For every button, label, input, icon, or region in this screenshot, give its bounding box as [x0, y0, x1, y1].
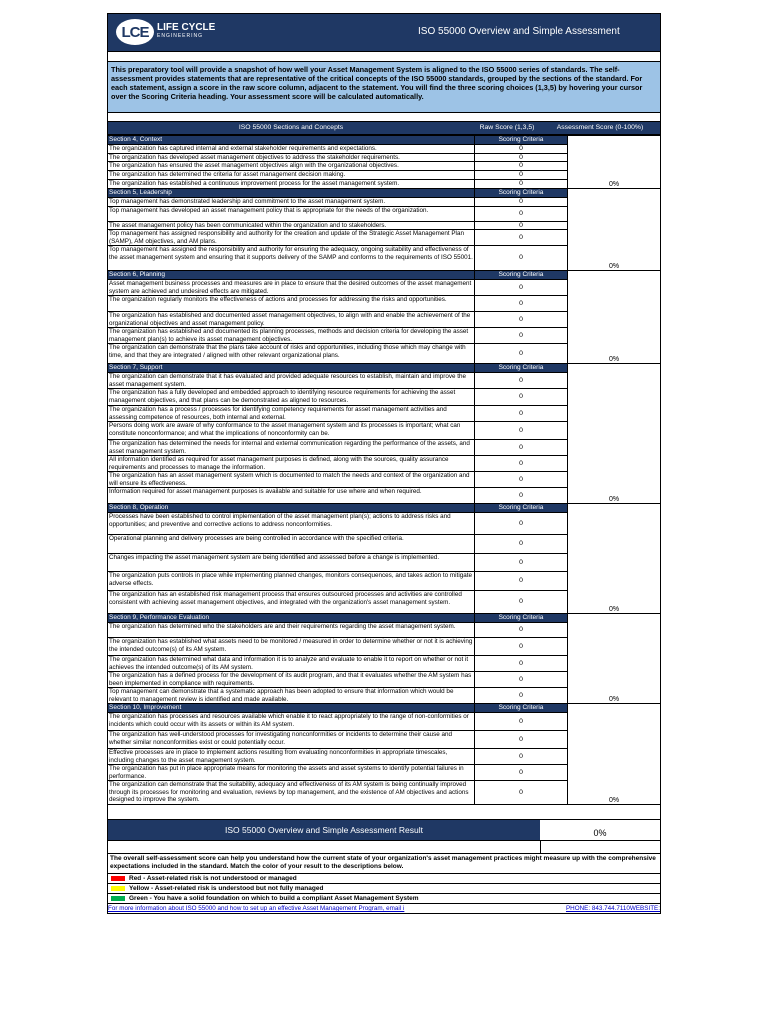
statement-text: Operational planning and delivery processes are being controlled in accordance with the specified criteria.: [108, 535, 475, 554]
section-assessment-score: 0%: [568, 614, 661, 704]
legend-item: [107, 884, 661, 894]
raw-score-cell[interactable]: 0: [475, 688, 568, 704]
section-header-row: [108, 189, 661, 198]
statement-text: Top management has assigned the responsibility and authority for ensuring the adequacy, ongoing suitability and effectiveness of the asset management system and ensuring that it supports delivery of the SAMP and conforms to the requirements of ISO 55001.: [108, 246, 475, 271]
statement-text: Processes have been established to control implementation of the asset management plan(s); actions to address risks and opportunities; and preventive and corrective actions to address nonconformities.: [108, 513, 475, 535]
section-assessment-score: 0%: [568, 271, 661, 364]
legend-color-swatch: [111, 886, 125, 891]
section-name: Section 4, Context: [108, 136, 475, 145]
raw-score-cell[interactable]: 0: [475, 230, 568, 246]
section-name: Section 9, Performance Evaluation: [108, 614, 475, 623]
contact-link[interactable]: PHONE: 843.744.7110WEBSITE:: [565, 905, 660, 912]
raw-score-cell[interactable]: 0: [475, 373, 568, 389]
raw-score-cell[interactable]: 0: [475, 153, 568, 162]
statement-text: The organization regularly monitors the effectiveness of actions and processes for addressing the risks and opportunities.: [108, 296, 475, 312]
statement-text: The organization has a defined process for the development of its audit program, and that it evaluates whether the AM system has been implemented in compliance with requirements.: [108, 672, 475, 688]
statement-text: The organization has a process / processes for identifying competency requirements for asset management activities and assessing competence of resources, both internal and external.: [108, 406, 475, 422]
result-title: ISO 55000 Overview and Simple Assessment Result: [108, 820, 540, 840]
raw-score-cell[interactable]: 0: [475, 672, 568, 688]
scoring-criteria-heading[interactable]: Scoring Criteria: [475, 189, 568, 198]
raw-score-cell[interactable]: 0: [475, 656, 568, 672]
raw-score-cell[interactable]: 0: [475, 440, 568, 456]
section-assessment-score: 0%: [568, 136, 661, 189]
result-header: [107, 819, 661, 841]
scoring-criteria-heading[interactable]: Scoring Criteria: [475, 271, 568, 280]
statement-text: Top management can demonstrate that a systematic approach has been adopted to ensure that information which would be relevant to management review is identified and made available.: [108, 688, 475, 704]
statement-text: The organization has determined who the stakeholders are and their requirements regarding the asset management system.: [108, 623, 475, 638]
section-name: Section 6, Planning: [108, 271, 475, 280]
legend-color-swatch: [111, 876, 125, 881]
raw-score-cell[interactable]: 0: [475, 513, 568, 535]
statement-text: The organization has a fully developed and embedded approach to identifying resource requirements for achieving the asset management objectives, and that plans can be demonstrated as aligned to resources.: [108, 389, 475, 406]
raw-score-cell[interactable]: 0: [475, 180, 568, 189]
header-bar: [107, 13, 661, 52]
raw-score-column-header: Raw Score (1,3,5): [479, 124, 535, 131]
raw-score-cell[interactable]: 0: [475, 781, 568, 805]
legend-label: Green - You have a solid foundation on which to build a compliant Asset Management System: [129, 895, 419, 902]
section-name: Section 8, Operation: [108, 504, 475, 513]
statement-text: The organization has an established risk management process that ensures outsourced processes and activities are controlled consistent with achieving asset management objectives, and integrated with the organization's asset management system.: [108, 591, 475, 614]
column-header: [107, 121, 661, 135]
raw-score-cell[interactable]: 0: [475, 206, 568, 221]
raw-score-cell[interactable]: 0: [475, 280, 568, 296]
section-header-row: [108, 504, 661, 513]
section-name: Section 10, Improvement: [108, 704, 475, 713]
logo-badge: LCE: [116, 19, 154, 45]
section-assessment-score: 0%: [568, 704, 661, 805]
section-assessment-score: 0%: [568, 364, 661, 504]
legend-item: [107, 894, 661, 904]
statement-text: All information identified as required for asset management purposes is defined, along with the sources, quality assurance requirements and processes to manage the information.: [108, 456, 475, 472]
raw-score-cell[interactable]: 0: [475, 328, 568, 344]
raw-score-cell[interactable]: 0: [475, 554, 568, 572]
raw-score-cell[interactable]: 0: [475, 422, 568, 440]
raw-score-cell[interactable]: 0: [475, 713, 568, 731]
raw-score-cell[interactable]: 0: [475, 456, 568, 472]
statement-text: The organization has established what assets need to be monitored / measured in order to determine whether or not it is achieving the intended outcome(s) of its AM system.: [108, 638, 475, 656]
section-assessment-score: 0%: [568, 189, 661, 271]
section-name: Section 7, Support: [108, 364, 475, 373]
statement-text: Top management has developed an asset management policy that is appropriate for the needs of the organization.: [108, 206, 475, 221]
info-email-link[interactable]: For more information about ISO 55000 and how to set up an effective Asset Management Program, email i: [108, 905, 405, 912]
assessment-column-header: Assessment Score (0-100%): [556, 124, 644, 131]
statement-text: The organization has an asset management system which is documented to match the needs and context of the organization and will ensure its effectiveness.: [108, 472, 475, 488]
statement-text: The organization has established and documented its planning processes, methods and decision criteria for developing the asset management plan(s) to achieve its asset management objectives.: [108, 328, 475, 344]
logo-line2: ENGINEERING: [157, 33, 204, 39]
raw-score-cell[interactable]: 0: [475, 406, 568, 422]
statement-text: The organization has determined the criteria for asset management decision making.: [108, 171, 475, 180]
statement-text: The organization can demonstrate that the plans take account of risks and opportunities, including those which may change with time, and that they are integrated / aligned with other relevant organizational plans.: [108, 344, 475, 364]
legend-label: Yellow - Asset-related risk is understood but not fully managed: [129, 885, 324, 892]
statement-text: Top management has demonstrated leadership and commitment to the asset management system.: [108, 198, 475, 207]
raw-score-cell[interactable]: 0: [475, 731, 568, 749]
result-value: 0%: [593, 828, 607, 838]
section-header-row: [108, 614, 661, 623]
statement-text: Asset management business processes and measures are in place to ensure that the desired outcomes of the asset management system are achieved and undesired effects are mitigated.: [108, 280, 475, 296]
statement-text: The organization has developed asset management objectives to address the stakeholder requirements.: [108, 153, 475, 162]
statement-text: The organization can demonstrate that the suitability, adequacy and effectiveness of its AM system is being continually improved through its processes for monitoring and evaluation, reviews by top management, and the existence of AM objectives and actions designed to improve the system.: [108, 781, 475, 805]
statement-text: Persons doing work are aware of why conformance to the asset management system and its processes is important; what can constitute nonconformance; and what the implications of nonconformity can be.: [108, 422, 475, 440]
raw-score-cell[interactable]: 0: [475, 246, 568, 271]
scoring-criteria-heading[interactable]: Scoring Criteria: [475, 364, 568, 373]
section-name: Section 5, Leadership: [108, 189, 475, 198]
raw-score-cell[interactable]: 0: [475, 198, 568, 207]
statement-text: The organization has well-understood processes for investigating nonconformities or incidents to determine their cause and whether similar nonconformities exist or could potentially occur.: [108, 731, 475, 749]
legend-item: [107, 874, 661, 884]
intro-text: This preparatory tool will provide a snapshot of how well your Asset Management System is aligned to the ISO 55000 series of standards. The self-assessment provides statements that are representative of the critical concepts of the ISO 55000 standards, grouped by the sections of the standard. For each statement, assign a score in the raw score column, adjacent to the statement. You will find the three scoring choices (1,3,5) by hovering your cursor over the Scoring Criteria heading. Your assessment score will be calculated automatically.: [107, 61, 661, 113]
raw-score-cell[interactable]: 0: [475, 591, 568, 614]
logo-line1: LIFE CYCLE: [157, 22, 216, 33]
raw-score-cell[interactable]: 0: [475, 296, 568, 312]
raw-score-cell[interactable]: 0: [475, 162, 568, 171]
statement-text: The organization has ensured the asset management objectives align with the organizational objectives.: [108, 162, 475, 171]
statement-text: The organization has determined what data and information it is to analyze and evaluate to enable it to report on whether or not it achieves the intended outcome(s) of its AM system.: [108, 656, 475, 672]
raw-score-cell[interactable]: 0: [475, 638, 568, 656]
statement-text: The organization can demonstrate that it has evaluated and provided adequate resources to establish, maintain and improve the asset management system.: [108, 373, 475, 389]
section-header-row: [108, 364, 661, 373]
raw-score-cell[interactable]: 0: [475, 535, 568, 554]
raw-score-cell[interactable]: 0: [475, 572, 568, 591]
raw-score-cell[interactable]: 0: [475, 749, 568, 765]
raw-score-cell[interactable]: 0: [475, 221, 568, 230]
scoring-criteria-heading[interactable]: Scoring Criteria: [475, 136, 568, 145]
company-logo: [116, 19, 215, 45]
section-header-row: [108, 271, 661, 280]
page-title: ISO 55000 Overview and Simple Assessment: [418, 26, 620, 37]
section-assessment-score: 0%: [568, 504, 661, 614]
footer: [107, 904, 661, 914]
statement-text: The organization has determined the needs for internal and external communication regarding the performance of the assets, and asset management system.: [108, 440, 475, 456]
section-header-row: [108, 704, 661, 713]
legend-label: Red - Asset-related risk is not understood or managed: [129, 875, 297, 882]
statement-text: Changes impacting the asset management system are being identified and assessed before a change is implemented.: [108, 554, 475, 572]
raw-score-cell[interactable]: 0: [475, 765, 568, 781]
assessment-sheet: [107, 13, 661, 914]
legend-color-swatch: [111, 896, 125, 901]
statement-text: The organization has established and documented asset management objectives, to align with and enable the achievement of the organizational objectives and asset management policy.: [108, 312, 475, 328]
scoring-criteria-heading[interactable]: Scoring Criteria: [475, 504, 568, 513]
statement-text: The organization has processes and resources available which enable it to react appropriately to the range of non-conformities or incidents which could occur with its assets or within its AM system.: [108, 713, 475, 731]
raw-score-cell[interactable]: 0: [475, 472, 568, 488]
scoring-criteria-heading[interactable]: Scoring Criteria: [475, 614, 568, 623]
raw-score-cell[interactable]: 0: [475, 312, 568, 328]
sections-column-header: ISO 55000 Sections and Concepts: [238, 124, 344, 131]
raw-score-cell[interactable]: 0: [475, 171, 568, 180]
section-header-row: [108, 136, 661, 145]
statement-text: Information required for asset management purposes is available and suitable for use where and when required.: [108, 488, 475, 504]
result-description: The overall self-assessment score can help you understand how the current state of your organization's asset management practices might measure up with the comprehensive expectations included in the standard. Match the color of your result to the descriptions below.: [107, 854, 661, 874]
statement-text: The organization puts controls in place while implementing planned changes, monitors consequences, and takes action to mitigate adverse effects.: [108, 572, 475, 591]
statement-text: The organization has established a continuous improvement process for the asset management system.: [108, 180, 475, 189]
raw-score-cell[interactable]: 0: [475, 623, 568, 638]
raw-score-cell[interactable]: 0: [475, 145, 568, 154]
statement-text: Top management has assigned responsibility and authority for the creation and update of the Strategic Asset Management Plan (SAMP), AM objectives, and AM plans.: [108, 230, 475, 246]
assessment-table: [107, 135, 661, 805]
statement-text: The organization has put in place appropriate means for monitoring the assets and asset systems to identify potential failures in performance.: [108, 765, 475, 781]
statement-text: Effective processes are in place to implement actions resulting from evaluating nonconformities in appropriate timescales, including changes to the asset management system.: [108, 749, 475, 765]
raw-score-cell[interactable]: 0: [475, 389, 568, 406]
scoring-criteria-heading[interactable]: Scoring Criteria: [475, 704, 568, 713]
statement-text: The organization has captured internal and external stakeholder requirements and expectations.: [108, 145, 475, 154]
statement-text: The asset management policy has been communicated within the organization and to stakeholders.: [108, 221, 475, 230]
raw-score-cell[interactable]: 0: [475, 344, 568, 364]
raw-score-cell[interactable]: 0: [475, 488, 568, 504]
